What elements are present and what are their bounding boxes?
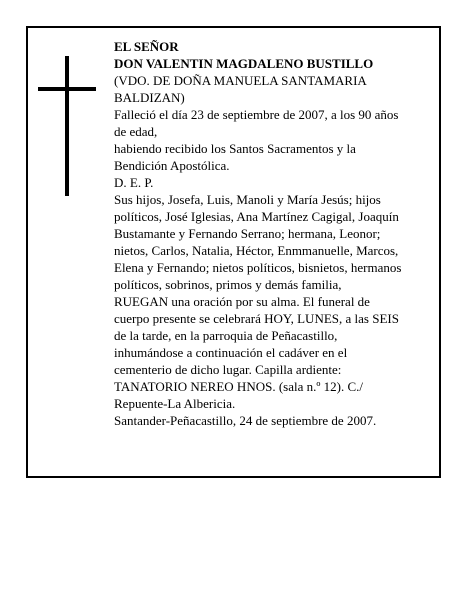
widow-line: (VDO. DE DOÑA MANUELA SANTAMARIA — [114, 73, 367, 88]
body-line: Repuente-La Albericia. — [114, 396, 236, 411]
body-line: de la tarde, en la parroquia de Peñacastillo, — [114, 328, 338, 343]
body-line: inhumándose a continuación el cadáver en el — [114, 345, 348, 360]
cross-horizontal-bar — [38, 87, 96, 91]
widow-line: BALDIZAN) — [114, 90, 185, 105]
body-line: Bustamante y Fernando Serrano; hermana, Leonor; — [114, 226, 381, 241]
body-line: de edad, — [114, 124, 158, 139]
notice-title: EL SEÑOR — [114, 39, 179, 54]
body-line: habiendo recibido los Santos Sacramentos y la — [114, 141, 356, 156]
body-line: cuerpo presente se celebrará HOY, LUNES, a las SEIS — [114, 311, 399, 326]
body-line: Sus hijos, Josefa, Luis, Manoli y María Jesús; hijos — [114, 192, 381, 207]
deceased-name: DON VALENTIN MAGDALENO BUSTILLO — [114, 56, 374, 71]
body-line: cementerio de dicho lugar. Capilla ardiente: — [114, 362, 342, 377]
body-line: D. E. P. — [114, 175, 154, 190]
body-line: Bendición Apostólica. — [114, 158, 230, 173]
body-line: nietos, Carlos, Natalia, Héctor, Enmmanuelle, Marcos, — [114, 243, 399, 258]
obituary-text — [114, 38, 434, 429]
body-line: Falleció el día 23 de septiembre de 2007, a los 90 años — [114, 107, 399, 122]
body-line: Santander-Peñacastillo, 24 de septiembre de 2007. — [114, 413, 377, 428]
body-line: TANATORIO NEREO HNOS. (sala n.º 12). C./ — [114, 379, 364, 394]
body-line: Elena y Fernando; nietos políticos, bisnietos, hermanos — [114, 260, 402, 275]
body-line: RUEGAN una oración por su alma. El funeral de — [114, 294, 370, 309]
cross-icon — [38, 56, 96, 196]
cross-vertical-bar — [65, 56, 69, 196]
body-line: políticos, José Iglesias, Ana Martínez Cagigal, Joaquín — [114, 209, 399, 224]
body-line: políticos, sobrinos, primos y demás familia, — [114, 277, 342, 292]
